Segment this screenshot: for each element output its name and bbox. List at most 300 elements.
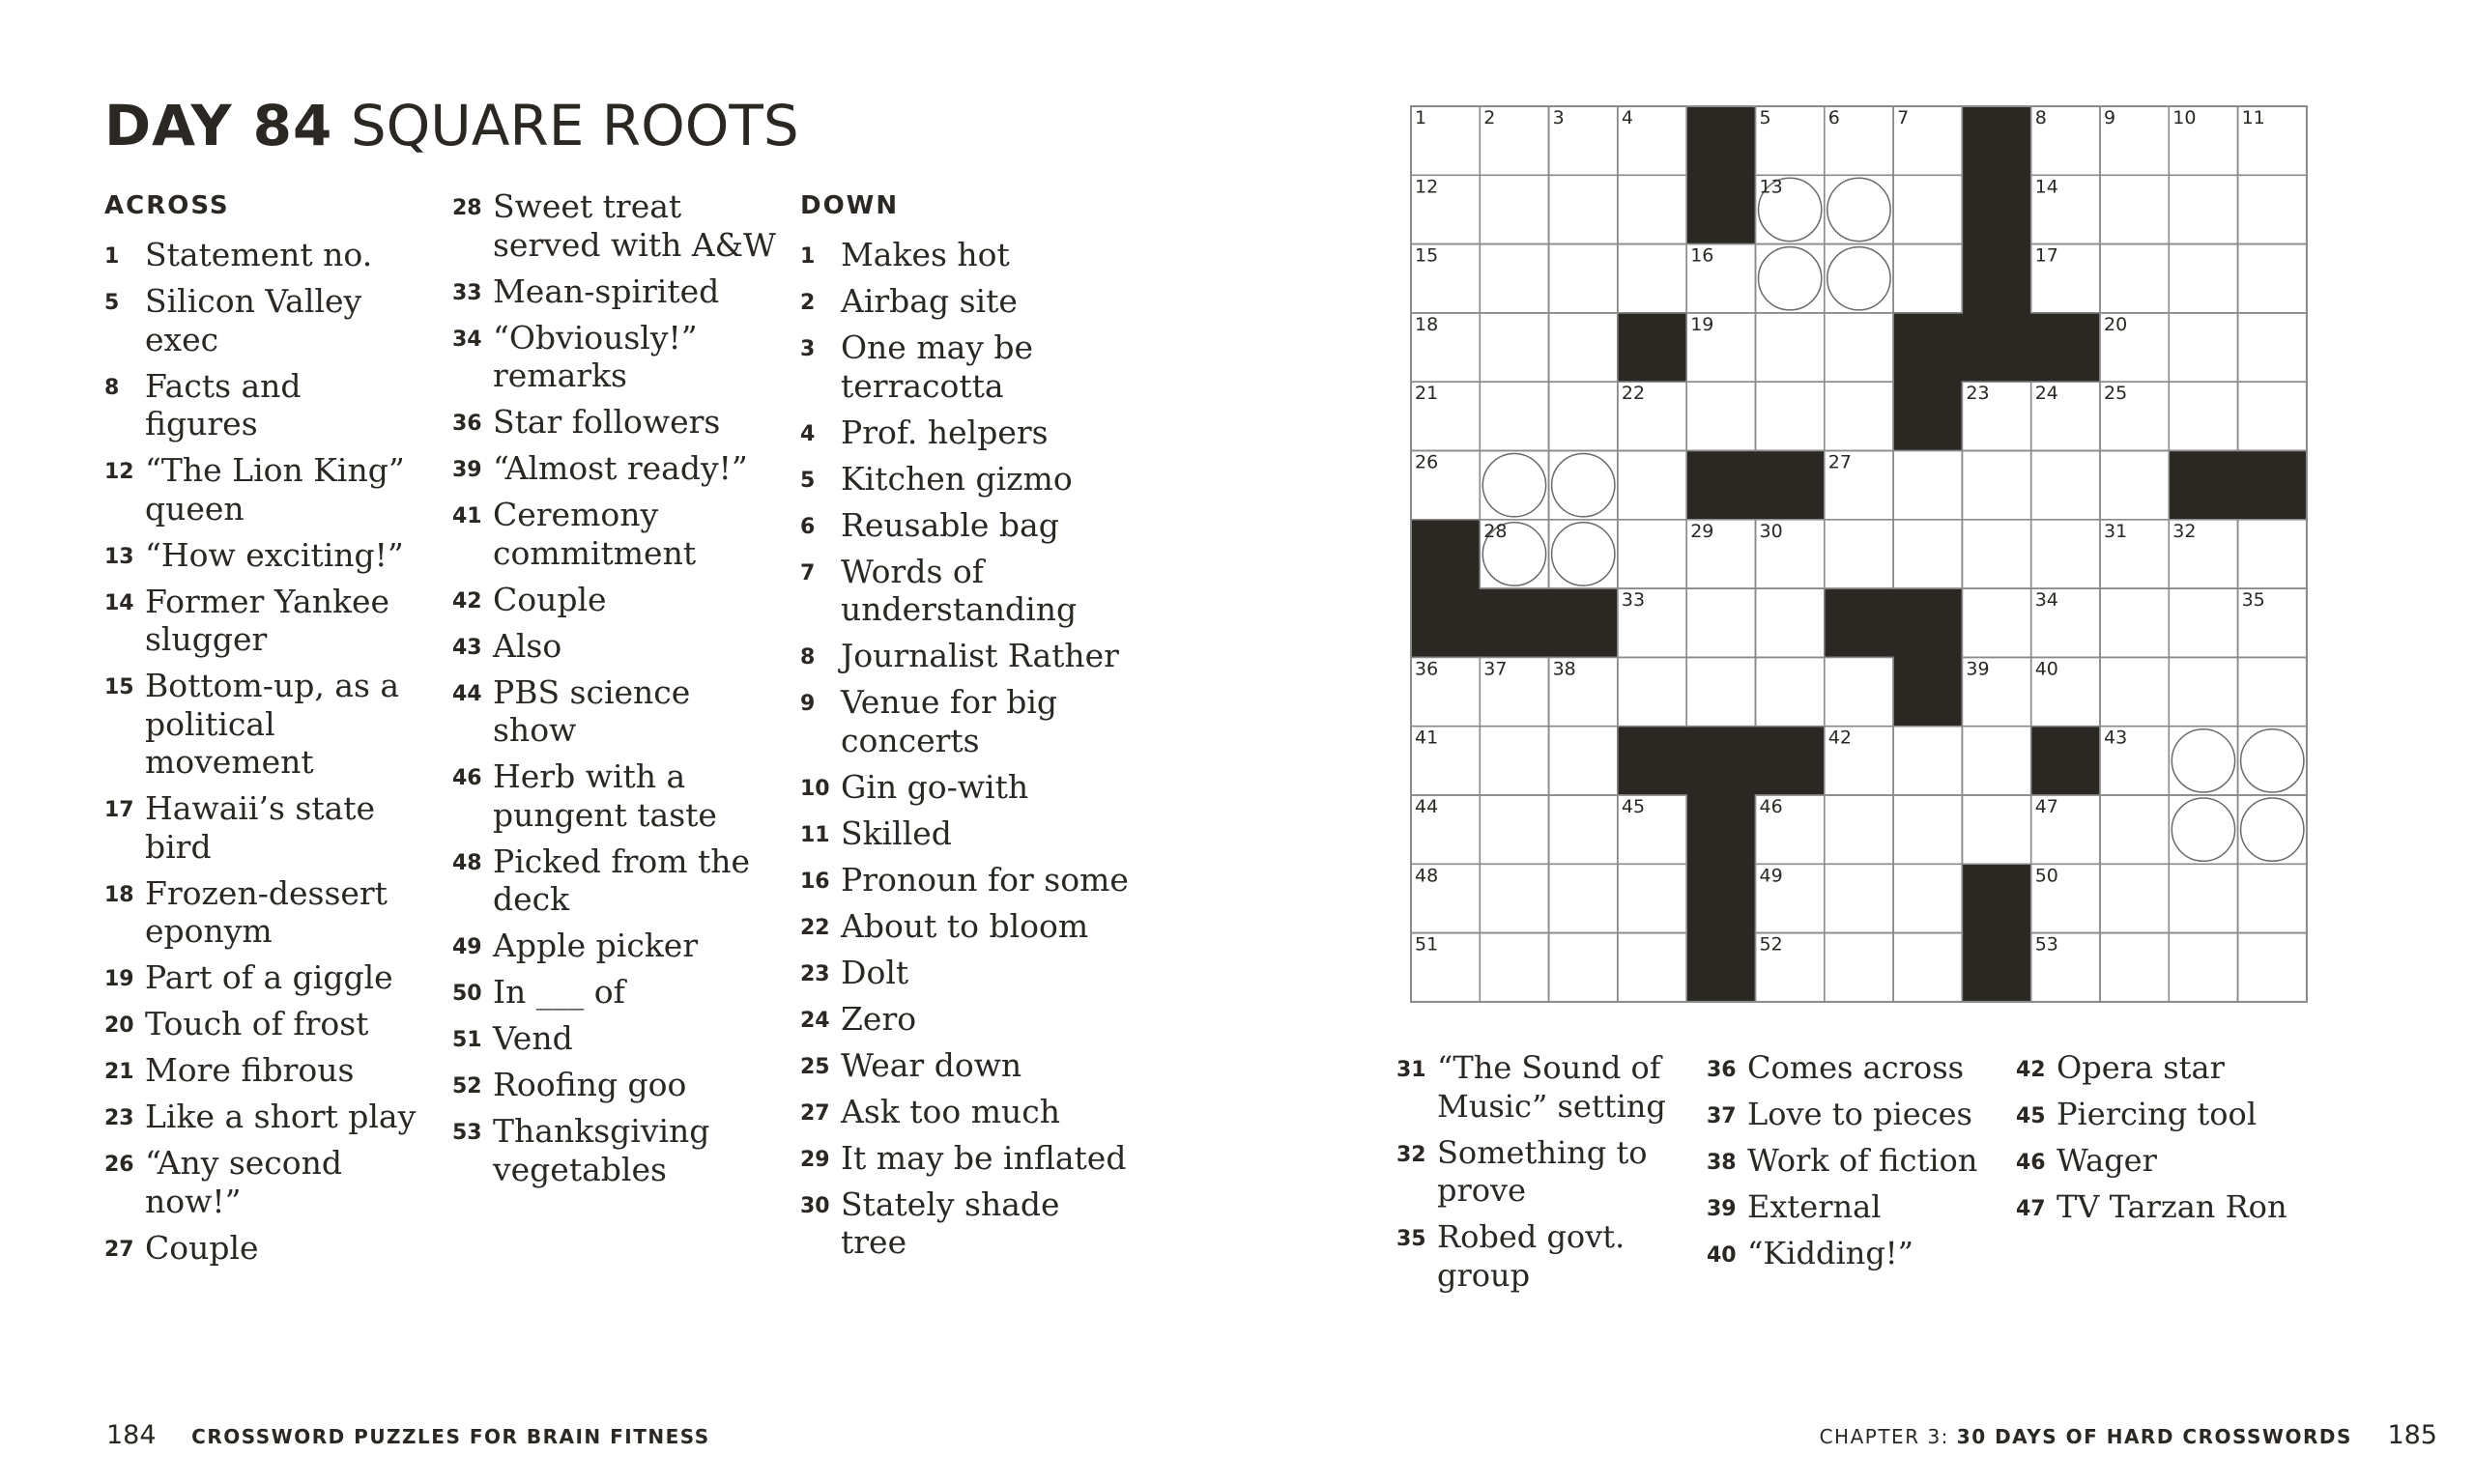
black-square — [1411, 520, 1480, 588]
clue-text: Comes across — [1747, 1049, 1965, 1086]
grid-cell[interactable] — [1756, 382, 1825, 450]
grid-cell[interactable] — [1893, 175, 1962, 243]
grid-cell[interactable] — [1756, 244, 1825, 313]
clue-number: 19 — [104, 967, 134, 991]
clue-number: 36 — [1707, 1058, 1737, 1082]
clue-text: PBS science show — [493, 672, 691, 749]
grid-cell[interactable] — [1962, 520, 2030, 588]
clue-text: Former Yankee slugger — [145, 582, 390, 658]
cell-number: 28 — [1483, 520, 1508, 542]
grid-cell[interactable] — [2031, 451, 2100, 520]
black-square — [1825, 588, 1893, 657]
black-square — [2238, 451, 2307, 520]
grid-cell[interactable] — [2238, 795, 2307, 864]
grid-cell[interactable] — [1825, 520, 1893, 588]
clue-number: 8 — [104, 375, 120, 400]
cell-number: 26 — [1415, 451, 1439, 473]
clue-text: Robed govt. group — [1437, 1218, 1625, 1294]
grid-cell[interactable] — [1893, 727, 1962, 795]
footer-right — [1820, 1418, 2437, 1454]
left-page-number: 184 — [106, 1420, 157, 1450]
clue-text: Apple picker — [493, 927, 699, 964]
grid-cell[interactable] — [1549, 727, 1618, 795]
cell-number: 51 — [1415, 933, 1439, 956]
cell-number: 6 — [1827, 107, 1840, 128]
right-running-title: 30 DAYS OF HARD CROSSWORDS — [1956, 1425, 2352, 1448]
grid-cell[interactable] — [2100, 657, 2169, 726]
clue-number: 17 — [104, 798, 134, 822]
cell-number: 3 — [1552, 107, 1565, 128]
clue-number: 39 — [1707, 1197, 1737, 1221]
clue-number: 22 — [800, 915, 830, 940]
grid-cell[interactable] — [1825, 313, 1893, 382]
clue-text: Ceremony commitment — [493, 496, 697, 572]
black-square — [1962, 106, 2030, 175]
grid-cell[interactable] — [1893, 520, 1962, 588]
grid-cell[interactable] — [1549, 933, 1618, 1002]
clue-text: Kitchen gizmo — [841, 459, 1073, 498]
clue-number: 44 — [452, 681, 482, 706]
clue-text: Facts and figures — [145, 366, 302, 442]
clue-text: Stately shade tree — [841, 1184, 1060, 1261]
grid-cell[interactable] — [1549, 313, 1618, 382]
grid-cell[interactable] — [2238, 175, 2307, 243]
cell-number: 43 — [2104, 727, 2128, 749]
cell-number: 36 — [1415, 658, 1439, 680]
black-square — [1893, 588, 1962, 657]
clue-number: 46 — [2016, 1151, 2046, 1175]
clue-number: 5 — [800, 468, 816, 493]
cell-number: 19 — [1690, 313, 1714, 335]
clue-text: “How exciting!” — [145, 535, 404, 574]
cell-number: 42 — [1827, 727, 1852, 749]
grid-cell[interactable] — [1825, 864, 1893, 932]
left-running-title: CROSSWORD PUZZLES FOR BRAIN FITNESS — [191, 1425, 710, 1448]
clue-number: 26 — [104, 1153, 134, 1177]
cell-number: 13 — [1759, 176, 1783, 198]
black-square — [1411, 588, 1480, 657]
clue-number: 36 — [452, 412, 482, 436]
grid-cell[interactable] — [1549, 864, 1618, 932]
clue-text: TV Tarzan Ron — [2057, 1188, 2287, 1225]
clue-number: 31 — [1396, 1058, 1426, 1082]
cell-number: 48 — [1415, 865, 1439, 887]
grid-cell[interactable] — [1480, 451, 1548, 520]
clue-text: Like a short play — [145, 1098, 417, 1135]
grid-cell[interactable] — [1893, 795, 1962, 864]
black-square — [1756, 727, 1825, 795]
clue-number: 41 — [452, 504, 482, 528]
clue-number: 7 — [800, 560, 816, 585]
clue-number: 9 — [800, 692, 816, 716]
clue-text: “Obviously!” remarks — [493, 318, 698, 394]
clue-number: 39 — [452, 458, 482, 482]
clue-number: 49 — [452, 935, 482, 959]
clue-number: 46 — [452, 766, 482, 790]
cell-number: 18 — [1415, 313, 1439, 335]
black-square — [1893, 382, 1962, 450]
clue-text: Hawaii’s state bird — [145, 789, 376, 866]
black-square — [1893, 313, 1962, 382]
clue-text: Couple — [145, 1228, 259, 1267]
grid-cell[interactable] — [2238, 244, 2307, 313]
grid-cell[interactable] — [1825, 795, 1893, 864]
grid-cell[interactable] — [1962, 451, 2030, 520]
cell-number: 23 — [1966, 383, 1990, 405]
right-page-number: 185 — [2387, 1420, 2437, 1450]
grid-cell[interactable] — [1618, 933, 1686, 1002]
clue-text: Mean-spirited — [493, 271, 720, 310]
grid-cell[interactable] — [1480, 244, 1548, 313]
clue-text: Work of fiction — [1747, 1142, 1978, 1179]
clue-text: Something to prove — [1437, 1133, 1648, 1209]
grid-cell[interactable] — [1480, 795, 1548, 864]
grid-cell[interactable] — [1825, 933, 1893, 1002]
cell-number: 24 — [2034, 383, 2058, 405]
black-square — [1756, 451, 1825, 520]
clue-text: Pronoun for some — [841, 860, 1129, 899]
cell-number: 21 — [1415, 383, 1439, 405]
grid-cell[interactable] — [1549, 244, 1618, 313]
cell-number: 8 — [2034, 107, 2047, 128]
clue-text: About to bloom — [841, 906, 1089, 945]
black-square — [1686, 864, 1755, 932]
cell-number: 27 — [1827, 451, 1852, 473]
clue-text: Zero — [841, 999, 917, 1038]
clue-text: Herb with a pungent taste — [493, 757, 717, 834]
cell-number: 14 — [2034, 176, 2058, 198]
grid-cell[interactable] — [1618, 451, 1686, 520]
clue-text: Touch of frost — [145, 1005, 369, 1042]
cell-number: 2 — [1483, 107, 1496, 128]
grid-cell[interactable] — [2169, 795, 2237, 864]
clue-number: 18 — [104, 882, 134, 907]
clue-text: “Kidding!” — [1747, 1235, 1914, 1271]
black-square — [2031, 727, 2100, 795]
grid-cell[interactable] — [1825, 175, 1893, 243]
clue-text: Skilled — [841, 813, 952, 852]
clue-text: Prof. helpers — [841, 413, 1049, 451]
clue-number: 51 — [452, 1028, 482, 1052]
grid-cell[interactable] — [1756, 588, 1825, 657]
cell-number: 7 — [1897, 107, 1910, 128]
clue-text: Ask too much — [841, 1092, 1061, 1130]
clue-number: 28 — [452, 196, 482, 220]
black-square — [1480, 588, 1548, 657]
footer-left — [106, 1418, 710, 1454]
clue-text: One may be terracotta — [841, 328, 1034, 405]
clue-number: 11 — [800, 822, 830, 847]
grid-cell[interactable] — [2238, 313, 2307, 382]
across-heading: ACROSS — [104, 191, 230, 220]
clue-number: 35 — [1396, 1227, 1426, 1251]
black-square — [1686, 175, 1755, 243]
clue-text: Gin go-with — [841, 767, 1029, 806]
clue-text: Words of understanding — [841, 552, 1078, 628]
grid-cell[interactable] — [2238, 382, 2307, 450]
grid-cell[interactable] — [1962, 588, 2030, 657]
grid-cell[interactable] — [2169, 727, 2237, 795]
grid-cell[interactable] — [1825, 244, 1893, 313]
cell-number: 53 — [2034, 933, 2058, 956]
grid-cell[interactable] — [1480, 864, 1548, 932]
clue-text: Reusable bag — [841, 505, 1059, 544]
clue-number: 30 — [800, 1193, 830, 1218]
clue-text: Silicon Valley exec — [145, 282, 362, 358]
cell-number: 10 — [2172, 107, 2197, 128]
grid-cell[interactable] — [2100, 244, 2169, 313]
grid-cell[interactable] — [2100, 864, 2169, 932]
clue-number: 21 — [104, 1060, 134, 1084]
right-running-title-prefix: CHAPTER 3: — [1819, 1425, 1957, 1448]
black-square — [1962, 864, 2030, 932]
clue-number: 23 — [800, 961, 830, 986]
grid-cell[interactable] — [1549, 175, 1618, 243]
grid-cell[interactable] — [1480, 382, 1548, 450]
cell-number: 40 — [2034, 658, 2058, 680]
puzzle-day: DAY 84 — [104, 93, 333, 158]
clue-number: 1 — [104, 244, 120, 269]
clue-text: Couple — [493, 580, 607, 618]
clue-number: 20 — [104, 1013, 134, 1038]
clue-text: Dolt — [841, 953, 909, 991]
grid-cell[interactable] — [2238, 933, 2307, 1002]
grid-cell[interactable] — [1962, 795, 2030, 864]
black-square — [1686, 451, 1755, 520]
cell-number: 49 — [1759, 865, 1783, 887]
clue-text: In ___ of — [493, 973, 625, 1011]
cell-number: 17 — [2034, 244, 2058, 267]
grid-cell[interactable] — [2100, 175, 2169, 243]
grid-cell[interactable] — [2238, 864, 2307, 932]
clue-number: 14 — [104, 590, 134, 615]
grid-cell[interactable] — [2031, 520, 2100, 588]
cell-number: 47 — [2034, 796, 2058, 817]
grid-cell[interactable] — [2169, 244, 2237, 313]
cell-number: 25 — [2104, 383, 2128, 405]
grid-cell[interactable] — [1893, 451, 1962, 520]
cell-number: 34 — [2034, 589, 2058, 612]
clue-number: 2 — [800, 291, 816, 315]
cell-number: 29 — [1690, 520, 1714, 542]
grid-cell[interactable] — [1618, 520, 1686, 588]
cell-number: 52 — [1759, 933, 1783, 956]
clue-number: 45 — [2016, 1104, 2046, 1128]
grid-cell[interactable] — [2100, 451, 2169, 520]
clue-text: Wear down — [841, 1045, 1022, 1084]
cell-number: 9 — [2104, 107, 2116, 128]
clue-text: Makes hot — [841, 236, 1010, 273]
grid-cell[interactable] — [1480, 933, 1548, 1002]
cell-number: 15 — [1415, 244, 1439, 267]
grid-cell[interactable] — [1686, 588, 1755, 657]
cell-number: 16 — [1690, 244, 1714, 267]
black-square — [1962, 175, 2030, 243]
black-square — [1686, 106, 1755, 175]
clue-text: Love to pieces — [1747, 1096, 1972, 1132]
cell-number: 50 — [2034, 865, 2058, 887]
cell-number: 46 — [1759, 796, 1783, 817]
grid-cell[interactable] — [2238, 727, 2307, 795]
clue-text: Vend — [493, 1019, 573, 1057]
clue-text: Airbag site — [841, 282, 1018, 320]
clue-text: More fibrous — [145, 1051, 355, 1089]
clue-text: Journalist Rather — [841, 637, 1119, 674]
cell-number: 20 — [2104, 313, 2128, 335]
black-square — [1686, 933, 1755, 1002]
clue-number: 3 — [800, 337, 816, 361]
cell-number: 35 — [2241, 589, 2265, 612]
cell-number: 33 — [1621, 589, 1646, 612]
clue-number: 32 — [1396, 1142, 1426, 1167]
clue-number: 53 — [452, 1121, 482, 1145]
black-square — [1962, 244, 2030, 313]
clue-number: 34 — [452, 327, 482, 352]
clue-number: 27 — [800, 1100, 830, 1126]
grid-cell[interactable] — [2169, 588, 2237, 657]
grid-cell[interactable] — [2238, 657, 2307, 726]
grid-cell[interactable] — [1825, 382, 1893, 450]
clue-number: 40 — [1707, 1243, 1737, 1268]
grid-cell[interactable] — [1893, 864, 1962, 932]
grid-cell[interactable] — [2169, 313, 2237, 382]
grid-cell[interactable] — [1549, 795, 1618, 864]
clue-number: 50 — [452, 982, 482, 1006]
clue-number: 16 — [800, 869, 830, 894]
cell-number: 4 — [1621, 107, 1633, 128]
clue-text: Opera star — [2057, 1049, 2225, 1086]
cell-number: 1 — [1415, 107, 1427, 128]
clue-number: 42 — [2016, 1058, 2046, 1082]
clue-text: External — [1747, 1188, 1882, 1225]
grid-cell[interactable] — [2169, 864, 2237, 932]
black-square — [1618, 727, 1686, 795]
grid-cell[interactable] — [1549, 520, 1618, 588]
clue-text: “Almost ready!” — [493, 449, 748, 487]
clue-number: 25 — [800, 1054, 830, 1079]
clue-text: Star followers — [493, 403, 721, 441]
clue-number: 15 — [104, 675, 134, 699]
grid-cell[interactable] — [1686, 382, 1755, 450]
grid-cell[interactable] — [1825, 657, 1893, 726]
cell-number: 39 — [1966, 658, 1990, 680]
grid-cell[interactable] — [1618, 864, 1686, 932]
clue-text: Piercing tool — [2057, 1096, 2258, 1132]
clue-text: Frozen-dessert eponym — [145, 873, 388, 950]
clue-number: 27 — [104, 1237, 134, 1262]
grid-cell[interactable] — [2169, 657, 2237, 726]
grid-cell[interactable] — [1618, 175, 1686, 243]
clue-number: 38 — [1707, 1151, 1737, 1175]
black-square — [1549, 588, 1618, 657]
clue-number: 10 — [800, 776, 830, 801]
clue-text: It may be inflated — [841, 1138, 1127, 1177]
cell-number: 11 — [2241, 107, 2265, 128]
clue-number: 24 — [800, 1008, 830, 1033]
cell-number: 31 — [2104, 520, 2128, 542]
cell-number: 44 — [1415, 796, 1439, 817]
grid-cell[interactable] — [1480, 313, 1548, 382]
clue-text: Venue for big concerts — [841, 683, 1058, 759]
black-square — [2169, 451, 2237, 520]
clue-number: 52 — [452, 1074, 482, 1099]
clue-text: Statement no. — [145, 236, 373, 273]
grid-cell[interactable] — [2169, 382, 2237, 450]
clue-text: “Any second now!” — [145, 1144, 343, 1220]
clue-text: Thanksgiving vegetables — [493, 1112, 710, 1188]
black-square — [2031, 313, 2100, 382]
grid-cell[interactable] — [1756, 657, 1825, 726]
black-square — [1686, 727, 1755, 795]
grid-cell[interactable] — [1618, 657, 1686, 726]
grid-cell[interactable] — [1549, 382, 1618, 450]
black-square — [1618, 313, 1686, 382]
cell-number: 45 — [1621, 796, 1646, 817]
clue-number: 37 — [1707, 1104, 1737, 1128]
clue-text: “The Lion King” queen — [145, 451, 405, 528]
black-square — [1962, 933, 2030, 1002]
grid-cell[interactable] — [2238, 520, 2307, 588]
cell-number: 32 — [2172, 520, 2197, 542]
cell-number: 5 — [1759, 107, 1771, 128]
cell-number: 30 — [1759, 520, 1783, 542]
grid-cell[interactable] — [1756, 313, 1825, 382]
clue-number: 6 — [800, 514, 816, 539]
clue-text: Picked from the deck — [493, 842, 751, 918]
grid-cell[interactable] — [1480, 727, 1548, 795]
grid-cell[interactable] — [1893, 244, 1962, 313]
clue-number: 12 — [104, 460, 134, 484]
clue-number: 33 — [452, 280, 482, 305]
grid-cell[interactable] — [2169, 175, 2237, 243]
grid-cell[interactable] — [2100, 933, 2169, 1002]
grid-cell[interactable] — [1549, 451, 1618, 520]
grid-cell[interactable] — [2169, 933, 2237, 1002]
cell-number: 41 — [1415, 727, 1439, 749]
clue-text: Also — [493, 626, 562, 665]
grid-cell[interactable] — [1618, 244, 1686, 313]
clue-number: 1 — [800, 244, 816, 269]
clue-number: 23 — [104, 1106, 134, 1130]
down-heading: DOWN — [800, 191, 900, 220]
clue-text: Sweet treat served with A&W — [493, 187, 776, 264]
clue-text: Wager — [2057, 1142, 2157, 1179]
clue-number: 8 — [800, 645, 816, 670]
clue-number: 48 — [452, 850, 482, 875]
clue-text: Bottom-up, as a political movement — [145, 667, 400, 781]
cell-number: 22 — [1621, 383, 1646, 405]
grid-cell[interactable] — [2100, 795, 2169, 864]
grid-cell[interactable] — [2100, 588, 2169, 657]
clue-text: Part of a giggle — [145, 958, 393, 996]
grid-cell[interactable] — [1893, 933, 1962, 1002]
black-square — [1893, 657, 1962, 726]
clue-number: 47 — [2016, 1197, 2046, 1221]
clue-number: 29 — [800, 1147, 830, 1172]
black-square — [1962, 313, 2030, 382]
clue-number: 4 — [800, 421, 816, 446]
puzzle-theme: SQUARE ROOTS — [350, 93, 799, 158]
clue-number: 43 — [452, 635, 482, 660]
grid-cell[interactable] — [1686, 657, 1755, 726]
clue-text: Roofing goo — [493, 1066, 687, 1103]
grid-cell[interactable] — [1480, 175, 1548, 243]
black-square — [1686, 795, 1755, 864]
cell-number: 38 — [1552, 658, 1576, 680]
grid-cell[interactable] — [1962, 727, 2030, 795]
clue-number: 13 — [104, 544, 134, 569]
cell-number: 12 — [1415, 176, 1439, 198]
